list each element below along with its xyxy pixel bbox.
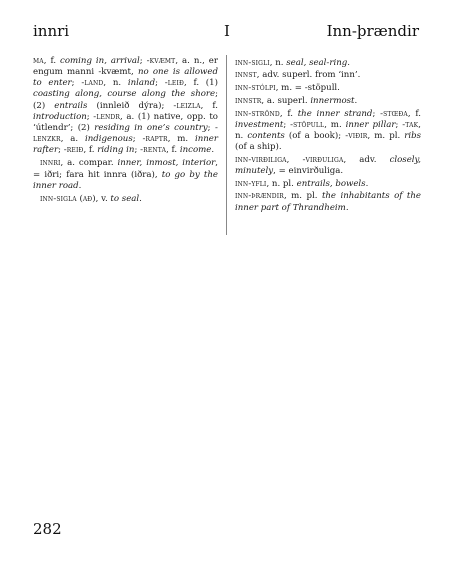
definition-text: to go by the inner road: [33, 169, 218, 191]
compound-headword: -leið: [164, 78, 184, 89]
compound-headword: -tak: [402, 119, 419, 130]
entry-inn-virdiliga: [235, 155, 421, 177]
grammar-text: , m. = -stöpull.: [275, 83, 340, 94]
definition-text: introduction: [33, 111, 87, 122]
definition-text: inner rafter: [33, 134, 218, 156]
compound-headword: -stöpull: [290, 119, 325, 130]
entry-inn-sigla: [33, 194, 218, 205]
compound-headword: -land: [81, 78, 104, 89]
headword: innstr: [235, 95, 262, 106]
separator-text: ;: [395, 119, 403, 130]
definition-text: entrails: [54, 100, 88, 111]
definition-text: inland: [127, 78, 156, 89]
grammar-text: , m. pl.: [367, 130, 405, 141]
definition-text: inner pillar: [345, 119, 396, 130]
separator-text: .: [139, 193, 142, 204]
separator-text: ;: [139, 56, 147, 66]
headword: inn-stólpi: [235, 83, 276, 94]
grammar-text: , = einvirðuliga.: [273, 165, 344, 176]
grammar-text: ), v.: [92, 193, 111, 204]
grammar-text: (: [76, 193, 83, 204]
compound-headword: -lendr: [93, 111, 121, 122]
entry-inn-stolpi: [235, 83, 421, 94]
separator-text: ,: [286, 154, 303, 165]
running-head-left: innri: [33, 22, 70, 40]
definition-text: investment: [235, 119, 284, 130]
definition-text: inner, inmost, interior: [117, 158, 216, 169]
separator-text: .: [211, 145, 215, 156]
definition-text: seal, seal-ring: [286, 57, 348, 68]
separator-text: .: [365, 178, 369, 189]
headword: inn-yfli: [235, 178, 267, 189]
grammar-text: (of a book);: [284, 130, 346, 141]
definition-text: innermost: [310, 95, 355, 106]
compound-headword: -renta: [140, 145, 167, 156]
definition-text: no one is allowed to enter: [33, 67, 218, 89]
compound-headword: -kvæmt: [146, 56, 176, 66]
separator-text: ;: [134, 145, 141, 156]
headword: inn-sigla: [40, 193, 77, 204]
separator-text: ;: [86, 111, 94, 122]
grammar-text: , f. (1): [183, 78, 218, 89]
definition-text: residing in one’s country: [94, 122, 208, 133]
separator-text: .: [354, 95, 358, 106]
separator-text: ;: [71, 78, 82, 89]
definition-text: ribs: [404, 130, 422, 141]
separator-text: .: [78, 180, 82, 191]
grammar-text: (of a ship).: [235, 142, 282, 153]
headword: inn-virðiliga: [235, 154, 287, 165]
separator-text: ;: [207, 122, 215, 133]
compound-headword: -leizla: [173, 100, 201, 111]
entry-inn-yfli: [235, 179, 421, 190]
entry-inn-continued: [33, 56, 218, 156]
grammar-text: , f.: [279, 108, 298, 119]
grammar-text: , adv. superl. from ‘inn’.: [256, 70, 361, 81]
grammar-text: (innleið dýra);: [87, 100, 174, 111]
separator-text: ;: [155, 78, 165, 89]
definition-text: entrails, bowels: [296, 178, 366, 189]
compound-headword: -stœða: [380, 108, 408, 119]
grammar-text: , adv.: [343, 154, 390, 165]
definition-text: indigenous: [84, 134, 133, 145]
grammar-text: , = iðri; fara hit innra (iðra),: [33, 158, 218, 180]
grammar-text: , m. pl.: [283, 191, 322, 202]
headword: inn-þrændir: [235, 191, 284, 202]
separator-text: .: [347, 57, 350, 68]
definition-text: the inner strand: [297, 108, 373, 119]
definition-text: coming in, arrival: [60, 56, 140, 66]
entry-inn-strond: [235, 109, 421, 154]
column-divider: [226, 55, 227, 235]
conjugation-class: að: [82, 193, 93, 204]
definition-text: to seal: [110, 193, 140, 204]
compound-headword: -viðir: [345, 130, 368, 141]
running-head-letter: I: [224, 22, 230, 40]
definition-text: contents: [247, 130, 285, 141]
entry-innri: [33, 158, 218, 191]
compound-headword: -lenzkr: [33, 122, 218, 145]
entry-inn-thraendir: [235, 191, 421, 213]
entry-inn-sigli: [235, 58, 421, 69]
definition-text: income: [179, 145, 212, 156]
grammar-text: , n.: [269, 57, 287, 68]
separator-text: ;: [132, 134, 143, 145]
separator-text: ;: [283, 119, 291, 130]
entry-innstr: [235, 96, 421, 107]
grammar-text: , a.: [60, 134, 85, 145]
grammar-text: , a. superl.: [261, 95, 311, 106]
grammar-text: , f.: [83, 145, 98, 156]
grammar-text: , a. (1) native, opp. to ‘útlendr’; (2): [33, 111, 218, 133]
definition-text: riding in: [97, 145, 135, 156]
headword: inn-sigli: [235, 57, 270, 68]
separator-text: .: [345, 202, 349, 213]
grammar-text: , a. compar.: [60, 158, 118, 169]
grammar-text: , f.: [43, 56, 61, 66]
compound-headword: -virðuliga: [302, 154, 344, 165]
left-column: [33, 56, 218, 205]
headword-suffix: ma: [33, 56, 44, 66]
grammar-text: , n. pl.: [266, 178, 297, 189]
compound-headword: -raptr: [142, 134, 168, 145]
definition-text: closely, minutely: [235, 154, 421, 176]
separator-text: ;: [58, 145, 64, 156]
grammar-text: , n.: [103, 78, 128, 89]
grammar-text: , f.: [407, 108, 421, 119]
right-column: [235, 56, 421, 214]
grammar-text: , m.: [324, 119, 346, 130]
entry-innst: [235, 70, 421, 81]
grammar-text: , a. n., er engum manni -kvæmt,: [33, 56, 218, 78]
separator-text: ;: [372, 108, 381, 119]
page-number: 282: [33, 520, 62, 538]
grammar-text: , f.: [200, 100, 218, 111]
grammar-text: ; (2): [33, 89, 218, 111]
grammar-text: , m.: [167, 134, 195, 145]
grammar-text: , n.: [235, 119, 421, 141]
running-head-right: Inn-þrændir: [326, 22, 419, 40]
definition-text: the inhabitants of the inner part of Thrandheim: [235, 191, 421, 213]
compound-headword: -reið: [63, 145, 84, 156]
headword: innri: [40, 158, 61, 169]
definition-text: coasting along, course along the shore: [33, 89, 216, 100]
headword: inn-strönd: [235, 108, 280, 119]
headword: innst: [235, 70, 257, 81]
grammar-text: , f.: [166, 145, 180, 156]
